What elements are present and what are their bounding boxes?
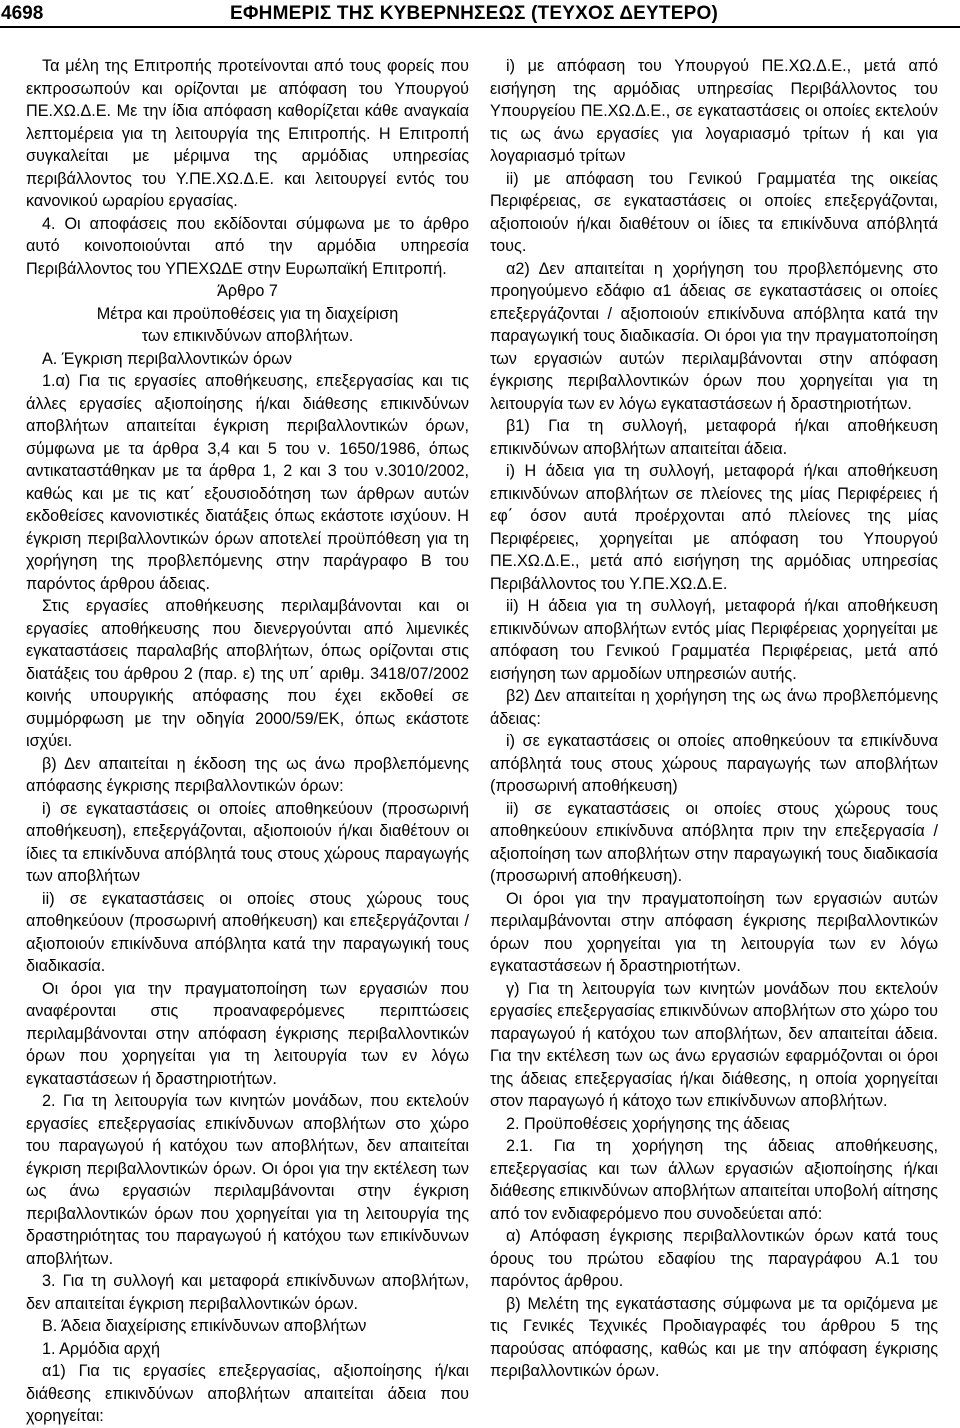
paragraph: β1) Για τη συλλογή, μεταφορά ή/και αποθήκευση επικινδύνων αποβλήτων απαιτείται άδεια.	[490, 417, 938, 458]
section-heading: Β. Άδεια διαχείρισης επικίνδυνων αποβλήτων	[42, 1317, 367, 1335]
paragraph: β) Μελέτη της εγκατάστασης σύμφωνα με τα οριζόμενα με τις Γενικές Τεχνικές Προδιαγραφές του άρθρου 5 της παρούσας απόφασης, καθώς και με την απόφαση έγκρισης περιβαλλοντικών όρων.	[490, 1294, 938, 1380]
paragraph: β) Δεν απαιτείται η έκδοση της ως άνω προβλεπόμενης απόφασης έγκρισης περιβαλλοντικών όρων:	[26, 754, 469, 795]
gazette-title: ΕΦΗΜΕΡΙΣ ΤΗΣ ΚΥΒΕΡΝΗΣΕΩΣ (ΤΕΥΧΟΣ ΔΕΥΤΕΡΟ)	[230, 3, 718, 24]
paragraph: i) με απόφαση του Υπουργού ΠΕ.ΧΩ.Δ.Ε., μετά από εισήγηση της αρμόδιας υπηρεσίας Περιβάλλοντος του Υπουργείου ΠΕ.ΧΩ.Δ.Ε., σε εγκαταστάσεις οι οποίες εκτελούν τις ως άνω εργασίες για λογαριασμό τρίτων ή και για λογαριασμό τρίτων	[490, 57, 938, 165]
paragraph: ii) Η άδεια για τη συλλογή, μεταφορά ή/και αποθήκευση επικινδύνων αποβλήτων εντός μίας Περιφέρειας χορηγείται με απόφαση του Γενικού Γραμματέα Περιφέρειας, μετά από εισήγηση των αρμοδίων υπηρεσιών αυτής.	[490, 597, 938, 683]
paragraph: Στις εργασίες αποθήκευσης περιλαμβάνονται και οι εργασίες αποθήκευσης που διενεργούνται από λιμενικές εγκαταστάσεις παραλαβής αποβλήτων, όπως ορίζονται στις διατάξεις του άρθρου 2 (παρ. ε) της υπ΄ αριθμ. 3418/07/2002 κοινής υπουργικής απόφασης που έχει εκδοθεί σε συμμόρφωση με την οδηγία 2000/59/ΕΚ, όπως εκάστοτε ισχύει.	[26, 597, 469, 750]
header-rule	[0, 26, 960, 28]
paragraph: ii) σε εγκαταστάσεις οι οποίες στους χώρους τους αποθηκεύουν (προσωρινή αποθήκευση) και επεξεργάζονται / αξιοποιούν επικίνδυνα απόβλητα κατά την παραγωγική τους διαδικασία.	[26, 889, 469, 975]
paragraph: i) σε εγκαταστάσεις οι οποίες αποθηκεύουν (προσωρινή αποθήκευση), επεξεργάζονται, αξιοποιούν ή/και διαθέτουν οι ίδιες τα επικίνδυνα απόβλητά τους στους χώρους παραγωγής των αποβλήτων	[26, 799, 469, 885]
paragraph: 2.1. Για τη χορήγηση της άδειας αποθήκευσης, επεξεργασίας και των άλλων εργασιών αξιοποίησης ή/και διάθεσης επικινδύνων αποβλήτων απαιτείται υποβολή αίτησης από τον ενδιαφερόμενο που συνοδεύεται από:	[490, 1137, 938, 1223]
paragraph: 3. Για τη συλλογή και μεταφορά επικίνδυνων αποβλήτων, δεν απαιτείται έγκριση περιβαλλοντικών όρων.	[26, 1272, 469, 1313]
page-number: 4698	[1, 3, 44, 24]
paragraph: 1.α) Για τις εργασίες αποθήκευσης, επεξεργασίας και τις άλλες εργασίες αξιοποίησης ή/και διάθεσης επικινδύνων αποβλήτων απαιτείται έγκριση περιβαλλοντικών όρων, σύμφωνα με τα άρθρα 3,4 και 5 του ν. 1650/1986, όπως αντικαταστάθηκαν με τα άρθρα 1, 2 και 3 του ν.3010/2002, καθώς και με τις κατ΄ εξουσιοδότηση των άρθρων αυτών εκδοθείσες κανονιστικές διατάξεις όπως εκάστοτε ισχύουν. Η έγκριση περιβαλλοντικών όρων αποτελεί προϋπόθεση για τη χορήγηση της προβλεπόμενης στην παράγραφο Β του παρόντος άρθρου άδειας.	[26, 372, 469, 593]
right-column	[490, 55, 938, 1383]
paragraph: ii) με απόφαση του Γενικού Γραμματέα της οικείας Περιφέρειας, σε εγκαταστάσεις οι οποίες επεξεργάζονται, αξιοποιούν ή/και διαθέτουν οι ίδιες τα επικίνδυνα απόβλητά τους.	[490, 169, 938, 255]
article-title: των επικινδύνων αποβλήτων.	[141, 327, 354, 345]
paragraph: 2. Για τη λειτουργία των κινητών μονάδων, που εκτελούν εργασίες επεξεργασίας επικίνδυνων αποβλήτων στο χώρο του παραγωγού ή κατόχου των αποβλήτων, δεν απαιτείται έγκριση περιβαλλοντικών όρων. Οι όροι για την εκτέλεση των ως άνω εργασιών περιλαμβάνονται στην έγκριση περιβαλλοντικών όρων που χορηγείται για τη λειτουργία της δραστηριότητας του παραγωγού ή κατόχου των επικίνδυνων αποβλήτων.	[26, 1092, 469, 1268]
paragraph: 4. Οι αποφάσεις που εκδίδονται σύμφωνα με το άρθρο αυτό κοινοποιούνται από την αρμόδια υπηρεσία Περιβάλλοντος του ΥΠΕΧΩΔΕ στην Ευρωπαϊκή Επιτροπή.	[26, 214, 469, 278]
paragraph: 1. Αρμόδια αρχή	[42, 1339, 160, 1358]
page-header	[0, 0, 960, 26]
article-title: Μέτρα και προϋποθέσεις για τη διαχείριση	[96, 304, 399, 323]
paragraph: γ) Για τη λειτουργία των κινητών μονάδων που εκτελούν εργασίες επεξεργασίας επικινδύνων αποβλήτων στο χώρο του παραγωγού ή κατόχου των αποβλήτων, δεν απαιτείται άδεια. Για την εκτέλεση των ως άνω εργασιών εφαρμόζονται οι όροι της άδειας επεξεργασίας ή/και διάθεσης, η οποία χορηγείται στον παραγωγό ή κάτοχο των επικίνδυνων αποβλήτων.	[490, 979, 938, 1110]
paragraph: Τα μέλη της Επιτροπής προτείνονται από τους φορείς που εκπροσωπούν και ορίζονται με απόφαση του Υπουργού ΠΕ.ΧΩ.Δ.Ε. Με την ίδια απόφαση καθορίζεται κάθε αναγκαία λεπτομέρεια για τη λειτουργία της Επιτροπής. Η Επιτροπή συγκαλείται με μέριμνα της αρμόδιας υπηρεσίας περιβάλλοντος του Υ.ΠΕ.ΧΩ.Δ.Ε. και λειτουργεί εντός του κανονικού ωραρίου εργασίας.	[26, 57, 469, 210]
paragraph: Οι όροι για την πραγματοποίηση των εργασιών αυτών περιλαμβάνονται στην απόφαση έγκρισης περιβαλλοντικών όρων που χορηγείται για τη λειτουργία των εν λόγω εγκαταστάσεων ή δραστηριοτήτων.	[490, 889, 938, 975]
paragraph: ii) σε εγκαταστάσεις οι οποίες στους χώρους τους αποθηκεύουν επικίνδυνα απόβλητα πριν την επεξεργασία / αξιοποίηση των αποβλήτων στην παραγωγική τους διαδικασία (προσωρινή αποθήκευση).	[490, 799, 938, 885]
paragraph: α) Απόφαση έγκρισης περιβαλλοντικών όρων κατά τους όρους του πρώτου εδαφίου της παραγράφου Α.1 του παρόντος άρθρου.	[490, 1227, 938, 1290]
section-heading: Α. Έγκριση περιβαλλοντικών όρων	[42, 349, 292, 368]
paragraph: Οι όροι για την πραγματοποίηση των εργασιών που αναφέρονται στις προαναφερόμενες περιπτώσεις περιλαμβάνονται στην απόφαση έγκρισης περιβαλλοντικών όρων που χορηγείται για τη λειτουργία των εν λόγω εγκαταστάσεων ή δραστηριοτήτων.	[26, 979, 469, 1088]
paragraph: β2) Δεν απαιτείται η χορήγηση της ως άνω προβλεπόμενης άδειας:	[490, 687, 938, 728]
article-number: Άρθρο 7	[217, 282, 278, 300]
paragraph: α2) Δεν απαιτείται η χορήγηση του προβλεπόμενης στο προηγούμενο εδάφιο α1 άδειας σε εγκαταστάσεις οι οποίες επεξεργάζονται / αξιοποιούν επικίνδυνα απόβλητα κατά την παραγωγική τους διαδικασία. Οι όροι για την πραγματοποίηση των εργασιών αυτών περιλαμβάνονται στην απόφαση έγκρισης περιβαλλοντικών όρων που χορηγείται για τη λειτουργία των εν λόγω εγκαταστάσεων ή δραστηριοτήτων.	[490, 259, 938, 413]
paragraph: i) Η άδεια για τη συλλογή, μεταφορά ή/και αποθήκευση επικινδύνων αποβλήτων σε πλείονες της μίας Περιφέρειες ή εφ΄ όσον αυτά προέρχονται από πλείονες της μίας Περιφέρειες, χορηγείται με απόφαση του Υπουργού ΠΕ.ΧΩ.Δ.Ε., μετά από εισήγηση της αρμόδιας υπηρεσίας Περιβάλλοντος του Υ.ΠΕ.ΧΩ.Δ.Ε.	[490, 462, 938, 593]
paragraph: i) σε εγκαταστάσεις οι οποίες αποθηκεύουν τα επικίνδυνα απόβλητά τους στους χώρους παραγωγής των αποβλήτων (προσωρινή αποθήκευση)	[490, 732, 938, 795]
paragraph: α1) Για τις εργασίες επεξεργασίας, αξιοποίησης ή/και διάθεσης επικινδύνων αποβλήτων απαιτείται άδεια που χορηγείται:	[26, 1362, 469, 1425]
left-column	[26, 55, 469, 1428]
paragraph: 2. Προϋποθέσεις χορήγησης της άδειας	[506, 1114, 790, 1133]
